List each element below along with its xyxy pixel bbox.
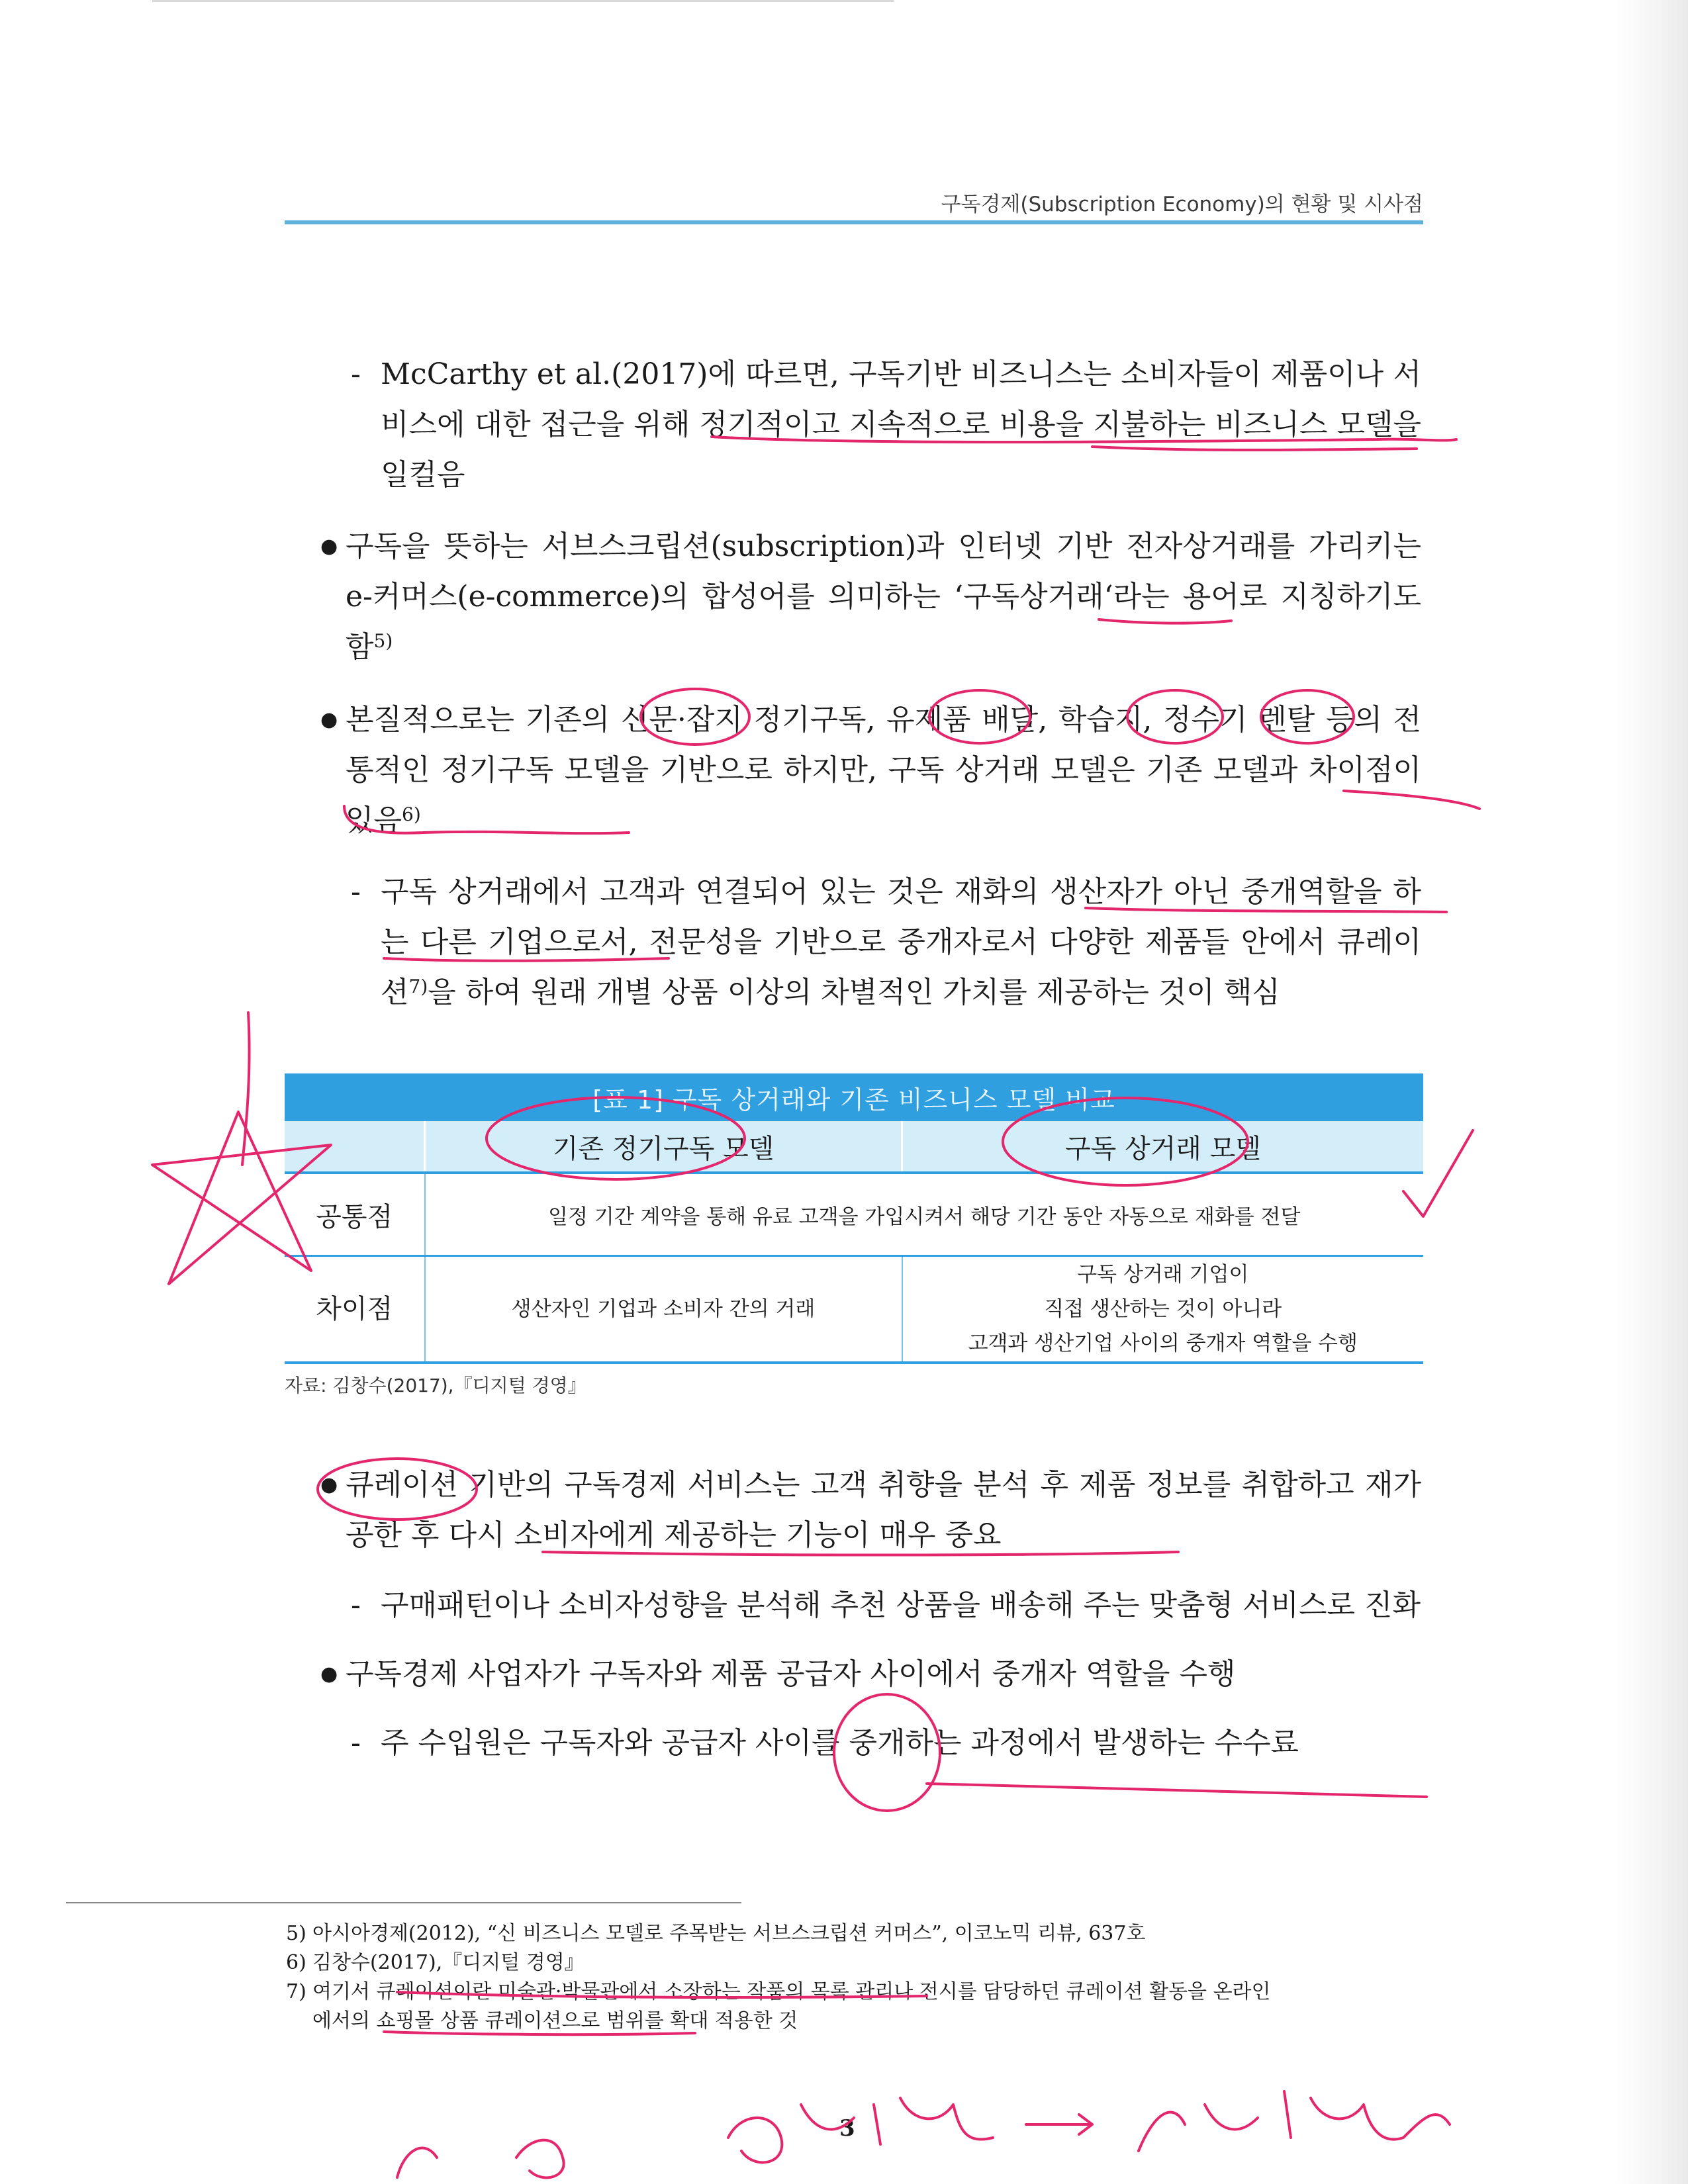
- footnote-item: [286, 1919, 1145, 1948]
- ink-handwriting: [728, 2098, 993, 2162]
- bullet-marker: ●: [320, 1473, 338, 1496]
- ink-handwriting: [1026, 2115, 1092, 2134]
- paragraph-text: 구독 상거래에서 고객과 연결되어 있는 것은 재화의 생산자가 아닌 중개역할을 하는 다른 기업으로서, 전문성을 기반으로 중개자로서 다양한 제품들 안에서 큐레이션: [381, 875, 1421, 1009]
- paragraph-text: McCarthy et al.(2017)에 따르면, 구독기반 비즈니스는 소비자들이 제품이나 서비스에 대한 접근을 위해 정기적이고 지속적으로 비용을 지불하는 비즈니스 모델을 일컬음: [381, 357, 1421, 492]
- row-label-difference: 차이점: [285, 1256, 425, 1363]
- cell-line: 직접 생산하는 것이 아니라: [1044, 1297, 1282, 1321]
- paragraph-text: 구독을 뜻하는 서브스크립션(subscription)과 인터넷 기반 전자상거래를 가리키는 e-커머스(e-commerce)의 합성어를 의미하는 ‘구독상거래‘라는 용어로 지칭하기도 함: [346, 529, 1421, 664]
- table-header-row: [285, 1121, 1423, 1173]
- column-header-existing: 기존 정기구독 모델: [425, 1121, 902, 1173]
- paragraph-revenue: [381, 1718, 1421, 1768]
- table-title: [표 1] 구독 상거래와 기존 비즈니스 모델 비교: [285, 1073, 1423, 1121]
- footnote-ref: 7): [408, 976, 428, 997]
- row-label-common: 공통점: [285, 1173, 425, 1256]
- bullet-marker: ●: [320, 1662, 338, 1686]
- paragraph-text: 주 수입원은 구독자와 공급자 사이를 중개하는 과정에서 발생하는 수수료: [381, 1726, 1299, 1760]
- paragraph-subscription-commerce: [346, 522, 1421, 672]
- page-number: 3: [839, 2115, 855, 2142]
- table-source: 자료: 김창수(2017),『디지털 경영』: [285, 1375, 586, 1396]
- header-rule: [285, 220, 1423, 224]
- footnote-text: 아시아경제(2012), “신 비즈니스 모델로 주목받는 서브스크립션 커머스”, 이코노믹 리뷰, 637호: [312, 1922, 1146, 1945]
- cell-line: 고객과 생산기업 사이의 중개자 역할을 수행: [968, 1332, 1358, 1355]
- footnote-item: [286, 1948, 585, 1978]
- paragraph-text: 본질적으로는 기존의 신문·잡지 정기구독, 유제품 배달, 학습지, 정수기 렌탈 등의 전통적인 정기구독 모델을 기반으로 하지만, 구독 상거래 모델은 기존 모델과 차이점이 있음: [346, 703, 1421, 837]
- paragraph-mccarthy: [381, 349, 1421, 500]
- table-title-row: [285, 1073, 1423, 1121]
- cell-common-description: 일정 기간 계약을 통해 유료 고객을 가입시켜서 해당 기간 동안 자동으로 재화를 전달: [425, 1173, 1424, 1256]
- paragraph-text-cont: 을 하여 원래 개별 상품 이상의 차별적인 가치를 제공하는 것이 핵심: [428, 976, 1280, 1009]
- running-header: 구독경제(Subscription Economy)의 현황 및 시사점: [941, 193, 1423, 216]
- paragraph-personalized: [381, 1580, 1421, 1631]
- bullet-marker: ●: [320, 708, 338, 731]
- column-header-commerce: 구독 상거래 모델: [902, 1121, 1424, 1173]
- table-corner-cell: [285, 1121, 425, 1173]
- paragraph-text: 큐레이션 기반의 구독경제 서비스는 고객 취향을 분석 후 제품 정보를 취합하고 재가공한 후 다시 소비자에게 제공하는 기능이 매우 중요: [346, 1468, 1421, 1552]
- footnote-item: [286, 2007, 798, 2036]
- ink-underline: [927, 1784, 1427, 1797]
- table-row: [285, 1256, 1423, 1363]
- scan-edge-shadow: [1615, 0, 1688, 2184]
- dash-marker: -: [351, 357, 361, 391]
- footnote-text: 여기서 큐레이션이란 미술관·박물관에서 소장하는 작품의 목록 관리나 전시를 담당하던 큐레이션 활동을 온라인: [312, 1980, 1271, 2003]
- cell-existing-difference: 생산자인 기업과 소비자 간의 거래: [425, 1256, 902, 1363]
- footnote-ref: 5): [373, 630, 393, 652]
- cell-line: 구독 상거래 기업이: [1077, 1263, 1249, 1287]
- cell-commerce-difference: [902, 1256, 1424, 1363]
- ink-handwriting: [397, 2140, 564, 2178]
- paragraph-text: 구독경제 사업자가 구독자와 제품 공급자 사이에서 중개자 역할을 수행: [346, 1657, 1236, 1691]
- paragraph-text: 구매패턴이나 소비자성향을 분석해 추천 상품을 배송해 주는 맞춤형 서비스로 진화: [381, 1588, 1421, 1622]
- comparison-table: [285, 1073, 1423, 1364]
- dash-marker: -: [351, 875, 361, 909]
- paragraph-curation-service: [346, 1460, 1421, 1561]
- dash-marker: -: [351, 1588, 361, 1622]
- footnote-ref: 6): [402, 803, 421, 825]
- bullet-marker: ●: [320, 535, 338, 558]
- footnote-number: 5): [286, 1922, 306, 1945]
- footnote-text: 에서의 쇼핑몰 상품 큐레이션으로 범위를 확대 적용한 것: [312, 2009, 798, 2032]
- dash-marker: -: [351, 1726, 361, 1760]
- table-row: [285, 1173, 1423, 1256]
- paragraph-traditional-model: [346, 695, 1421, 846]
- footnote-number: 6): [286, 1951, 306, 1974]
- footnote-rule: [66, 1902, 741, 1903]
- ink-stroke: [242, 1013, 250, 1165]
- ink-handwriting: [1139, 2091, 1450, 2151]
- footnote-item: [286, 1978, 1271, 2007]
- footnote-text: 김창수(2017),『디지털 경영』: [312, 1951, 585, 1974]
- footnote-number: 7): [286, 1980, 306, 2003]
- top-scan-line: [152, 0, 894, 2]
- paragraph-intermediary: [346, 1649, 1421, 1700]
- paragraph-curation-core: [381, 867, 1421, 1018]
